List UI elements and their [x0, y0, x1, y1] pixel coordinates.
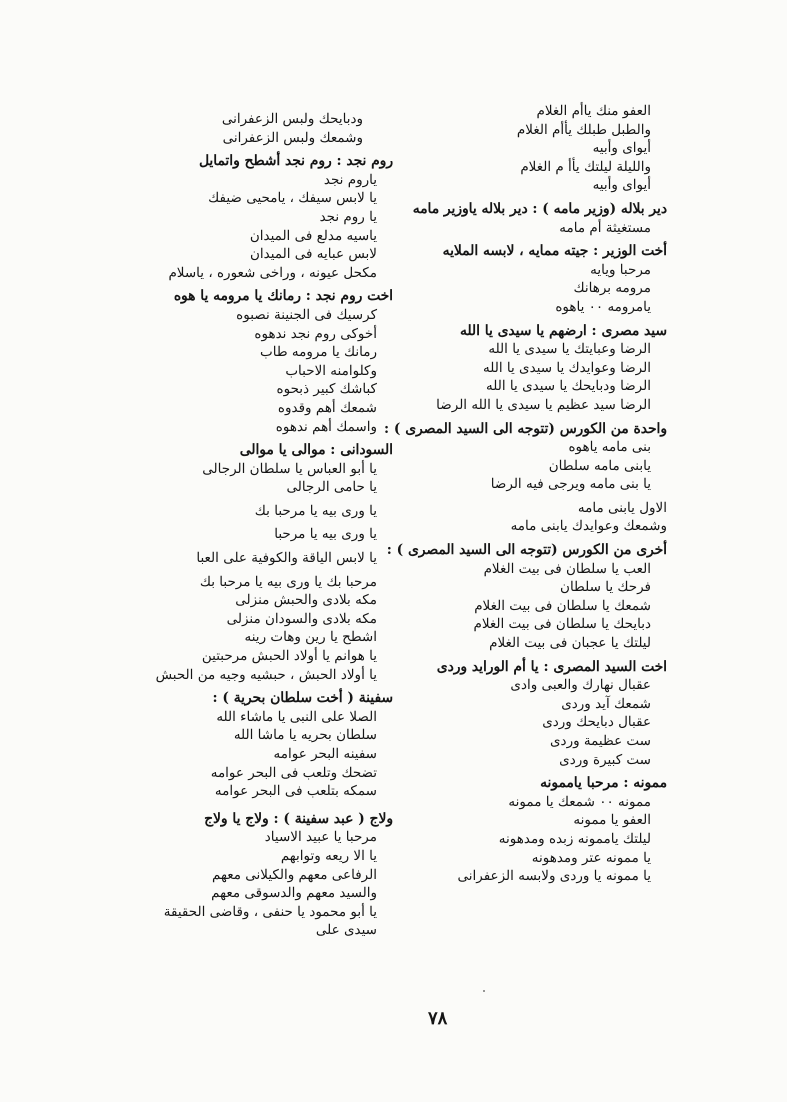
verse-line: العفو يا ممونه	[573, 812, 651, 829]
verse-line: مستغيثة أم مامه	[559, 219, 651, 236]
verse-line: أخت الوزير : جيته ممايه ، لابسه الملايه	[442, 243, 667, 260]
verse-line: سيد مصرى : ارضهم يا سيدى يا الله	[459, 322, 667, 339]
verse-line: السودانى : موالى يا موالى	[239, 442, 393, 459]
verse-line: عقبال دبايحك وردى	[542, 714, 651, 731]
verse-line: ممونه ٠٠ شمعك يا ممونه	[508, 793, 651, 810]
verse-line: واسمك أهم ندهوه	[275, 418, 377, 435]
verse-line: اخت السيد المصرى : يا أم الورايد وردى	[436, 658, 667, 675]
verse-line: أيواى وأبيه	[592, 140, 651, 157]
verse-line: الرضا وعوايدك يا سيدى يا الله	[483, 359, 651, 376]
verse-line: والسيد معهم والدسوقى معهم	[211, 885, 377, 902]
verse-line: يا حامى الرجالى	[286, 479, 377, 496]
verse-line: أخرى من الكورس (تتوجه الى السيد المصرى ) :	[386, 542, 667, 559]
verse-line: يا ممونه عتر ومدهونه	[531, 849, 651, 866]
verse-line: مكحل عيونه ، وراخى شعوره ، ياسلام	[168, 264, 377, 281]
verse-line: مكه بلادى والحبش منزلى	[235, 592, 377, 609]
verse-line: اشطح يا رين وهات رينه	[244, 629, 377, 646]
verse-line: يا أبو العباس يا سلطان الرجالى	[202, 460, 377, 477]
verse-line: مكه بلادى والسودان منزلى	[226, 610, 377, 627]
verse-line: تضحك وتلعب فى البحر عوامه	[210, 764, 377, 781]
verse-line: يامرومه ٠٠ ياهوه	[555, 298, 651, 315]
verse-line: مرحبا يا عبيد الاسياد	[264, 829, 377, 846]
page-number: ٧٨	[428, 1008, 448, 1029]
verse-line: ممونه : مرحبا ياممونه	[540, 775, 667, 792]
verse-line: الرضا سيد عظيم يا سيدى يا الله الرضا	[436, 396, 651, 413]
verse-line: مرحبا ويايه	[590, 261, 651, 278]
verse-line: يا لابس الياقة والكوفية على العبا	[196, 550, 377, 567]
right-column	[384, 102, 667, 886]
verse-line: الاول يابنى مامه	[577, 499, 667, 516]
verse-line: ست عظيمة وردى	[549, 733, 651, 749]
verse-line: الرضا ودبايحك يا سيدى يا الله	[486, 378, 651, 395]
verse-line: يا بنى مامه ويرجى فيه الرضا	[490, 476, 651, 493]
verse-line: لابس عبايه فى الميدان	[250, 246, 377, 263]
verse-line: وشمعك ولبس الزعفرانى	[222, 129, 363, 146]
verse-line: شمعك آيد وردى	[561, 695, 651, 712]
verse-line: والطبل طبلك يأأم الغلام	[516, 121, 651, 138]
verse-line: دير بلاله (وزير مامه ) : دير بلاله ياوزير مامه	[412, 200, 667, 217]
verse-line: ياسيه مدلع فى الميدان	[249, 227, 377, 244]
verse-line: ولاج ( عبد سفينة ) : ولاج يا ولاج	[204, 810, 393, 827]
left-column	[75, 110, 393, 940]
verse-line: الرضا وعبايتك يا سيدى يا الله	[488, 341, 651, 358]
paper-speck	[483, 990, 485, 992]
verse-line: كرسيك فى الجنينة نصبوه	[236, 306, 377, 323]
verse-line: سفينة ( أخت سلطان بحرية ) :	[212, 690, 393, 707]
verse-line: فرحك يا سلطان	[560, 579, 651, 596]
verse-line: العفو منك ياأم الغلام	[536, 103, 651, 119]
verse-line: يا الا ريعه وتوابهم	[280, 847, 377, 864]
verse-line: أيواى وأبيه	[592, 177, 651, 194]
verse-line: اخت روم نجد : رمانك يا مرومه يا هوه	[173, 288, 393, 305]
verse-line: والليلة ليلتك يأأ م الغلام	[520, 158, 651, 175]
verse-line: ودبايحك ولبس الزعفرانى	[221, 111, 363, 127]
verse-line: كباشك كبير ذبحوه	[276, 381, 377, 398]
verse-line: بنى مامه ياهوه	[568, 439, 651, 456]
verse-line: عقبال نهارك والعبى وادى	[510, 677, 651, 694]
verse-line: شمعك يا سلطان فى بيت الغلام	[474, 597, 651, 614]
verse-line: وشمعك وعوايدك يابنى مامه	[510, 518, 667, 535]
verse-line: سيدى على	[315, 922, 377, 939]
verse-line: دبايحك يا سلطان فى بيت الغلام	[473, 616, 651, 633]
verse-line: يابنى مامه سلطان	[548, 457, 651, 474]
verse-line: الرفاعى معهم والكيلانى معهم	[212, 866, 377, 883]
verse-line: العب يا سلطان فى بيت الغلام	[483, 560, 651, 577]
verse-line: يا ورى بيه يا مرحبا	[274, 526, 377, 543]
verse-line: أخوكى روم نجد ندهوه	[254, 325, 377, 342]
verse-line: يا لابس سيفك ، يامحيى ضيفك	[208, 190, 377, 207]
verse-line: ياروم نجد	[323, 171, 377, 188]
verse-line: يا هوانم يا أولاد الحبش مرحبتين	[201, 648, 377, 665]
verse-line: واحدة من الكورس (تتوجه الى السيد المصرى ) :	[384, 420, 667, 437]
verse-line: يا أولاد الحبش ، حبشيه وجيه من الحبش	[155, 666, 377, 683]
verse-line: مرومه برهانك	[573, 280, 651, 297]
verse-line: سلطان بحريه يا ماشا الله	[233, 727, 377, 744]
verse-line: رمانك يا مرومه طاب	[260, 344, 377, 361]
verse-line: يا ورى بيه يا مرحبا بك	[254, 502, 377, 519]
verse-line: يا روم نجد	[319, 208, 377, 225]
verse-line: الصلا على النبى يا ماشاء الله	[216, 708, 377, 725]
verse-line: يا ممونه يا وردى ولابسه الزعفرانى	[457, 868, 651, 885]
verse-line: يا أبو محمود يا حنفى ، وقاضى الحقيقة	[163, 903, 377, 920]
verse-line: ليلتك ياممونه زبده ومدهونه	[498, 830, 651, 847]
verse-line: وكلوامنه الاحباب	[285, 362, 377, 379]
verse-line: شمعك أهم وقدوه	[277, 399, 377, 416]
verse-line: روم نجد : روم نجد أشطح واتمايل	[198, 153, 393, 170]
verse-line: سفينه البحر عوامه	[273, 746, 377, 762]
verse-line: مرحبا بك يا ورى بيه يا مرحبا بك	[199, 573, 377, 590]
verse-line: ست كبيرة وردى	[559, 751, 651, 768]
verse-line: سمكه بتلعب فى البحر عوامه	[214, 783, 377, 800]
verse-line: ليلتك يا عجبان فى بيت الغلام	[489, 635, 651, 652]
